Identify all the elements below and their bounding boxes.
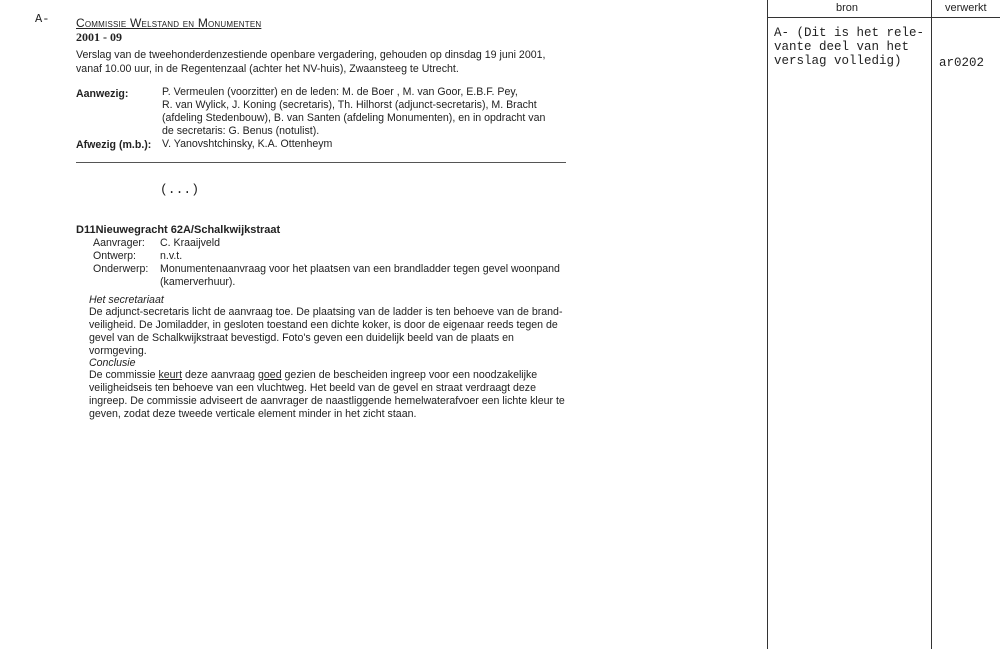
secretariat-line-1: De adjunct-secretaris licht de aanvraag toe. De plaatsing van de ladder is ten behoeve van de brand- [89,306,563,318]
field-value-aanvrager: C. Kraaijveld [160,237,221,249]
present-label: Aanwezig: [76,88,129,100]
conclusion-line-1 [89,369,537,381]
field-value-onderwerp-cont: (kamerverhuur). [160,276,236,288]
secretariat-line-4: vormgeving. [89,345,147,357]
conclusion-line-3: ingreep. De commissie adviseert de aanvrager de naastliggende hemelwaterafvoer een lichte kleur te [89,395,565,407]
secretariat-heading: Het secretariaat [89,294,164,306]
document-number: 2001 - 09 [76,30,122,44]
intro-line-2: vanaf 10.00 uur, in de Regentenzaal (achter het NV-huis), Zwaansteeg te Utrecht. [76,63,459,75]
secretariat-line-3: gevel van de Schalkwijkstraat bevestigd. Foto's geven een duidelijk beeld van de plaats en [89,332,514,344]
present-line-4: de secretaris: G. Benus (notulist). [162,125,320,137]
sidebar-column-divider [931,0,932,649]
item-title: D11Nieuwegracht 62A/Schalkwijkstraat [76,224,281,236]
decision-goed: goed [258,369,282,381]
column-header-verwerkt: verwerkt [945,2,987,14]
field-label-onderwerp: Onderwerp: [93,263,149,275]
bron-note-line-1: A- (Dit is het rele- [774,26,925,40]
verwerkt-code: ar0202 [939,56,985,70]
absent-label: Afwezig (m.b.): [76,139,152,151]
conclusion-line-2: veiligheidseis ten behoeve van een vluchtweg. Het beeld van de gevel en straat verdraagt deze [89,382,536,394]
field-value-ontwerp: n.v.t. [160,250,183,262]
field-label-ontwerp: Ontwerp: [93,250,136,262]
absent-text: V. Yanovshtchinsky, K.A. Ottenheym [162,138,333,150]
conclusion-text-a: De commissie [89,369,159,381]
conclusion-text-b: deze aanvraag [182,369,259,381]
bron-note-line-3: verslag volledig) [774,54,902,68]
letterhead: Commissie Welstand en Monumenten [76,16,262,30]
decision-keurt: keurt [158,369,183,381]
section-divider [76,162,566,163]
present-line-1: P. Vermeulen (voorzitter) en de leden: M. de Boer , M. van Goor, E.B.F. Pey, [162,86,518,98]
sidebar-header-rule [767,17,1000,18]
conclusion-line-4: geven, zodat deze tweede verticale element minder in het zicht staan. [89,408,417,420]
intro-line-1: Verslag van de tweehonderdenzestiende openbare vergadering, gehouden op dinsdag 19 juni 2001, [76,49,546,61]
bron-note-line-2: vante deel van het [774,40,910,54]
secretariat-line-2: veiligheid. De Jomiladder, in gesloten toestand een dichte koker, is door de eigenaar reeds tegen de [89,319,558,331]
omission-mark: (...) [160,182,200,197]
present-line-3: (afdeling Stedenbouw), B. van Santen (afdeling Monumenten), en in opdracht van [162,112,546,124]
field-label-aanvrager: Aanvrager: [93,237,145,249]
present-line-2: R. van Wylick, J. Koning (secretaris), Th. Hilhorst (adjunct-secretaris), M. Bracht [162,99,537,111]
sidebar-left-border [767,0,768,649]
field-value-onderwerp: Monumentenaanvraag voor het plaatsen van een brandladder tegen gevel woonpand [160,263,560,275]
column-header-bron: bron [836,2,859,14]
margin-mark: A- [35,12,50,26]
conclusion-heading: Conclusie [89,357,136,369]
conclusion-text-c: gezien de bescheiden ingreep voor een noodzakelijke [281,369,538,381]
